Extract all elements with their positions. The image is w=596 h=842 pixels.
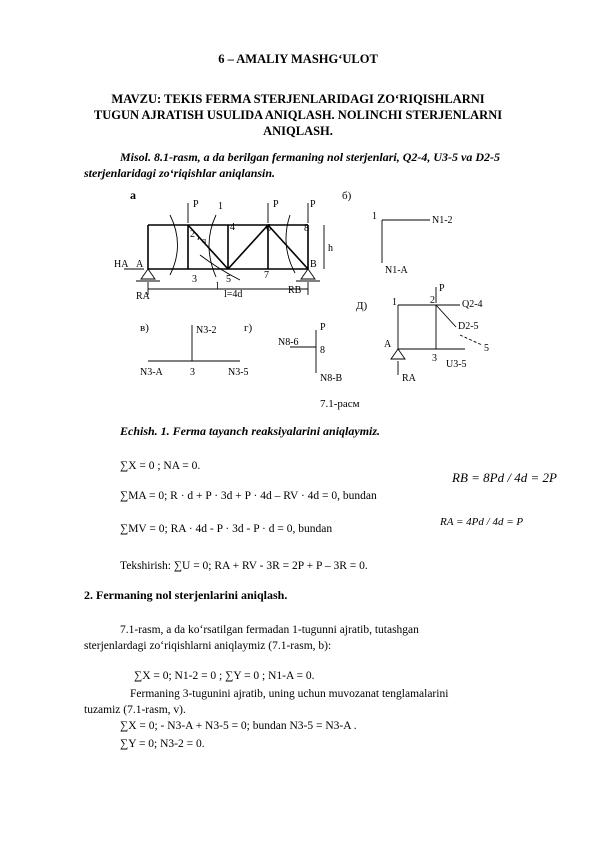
formula-rb: RB = 8Pd / 4d = 2P bbox=[452, 470, 557, 485]
equation-sum-mv: ∑MV = 0; RA · 4d - P · 3d - P · d = 0, bundan bbox=[120, 523, 333, 535]
d-u35: U3-5 bbox=[446, 359, 467, 370]
node-a: A bbox=[136, 259, 144, 270]
d-node-1: 1 bbox=[392, 297, 397, 308]
node-2: 2 bbox=[190, 229, 195, 240]
node-1: 1 bbox=[218, 201, 223, 212]
figure-caption: 7.1-расм bbox=[320, 398, 360, 410]
panel-b-label: б) bbox=[342, 190, 352, 202]
g-p: P bbox=[320, 322, 326, 333]
node-b: B bbox=[310, 259, 317, 270]
d-q24: Q2-4 bbox=[462, 299, 483, 310]
b-node-1: 1 bbox=[372, 211, 377, 222]
load-p-3: P bbox=[310, 199, 316, 210]
topic-line-2: TUGUN AJRATISH USULIDA ANIQLASH. NOLINCHI STERJENLARNI bbox=[93, 108, 503, 122]
truss-figure bbox=[110, 185, 500, 415]
angle-alpha: α bbox=[202, 236, 207, 245]
b-n1a: N1-A bbox=[385, 265, 408, 276]
equation-check: Tekshirish: ∑U = 0; RA + RV - 3R = 2P + P – 3R = 0. bbox=[120, 560, 368, 572]
panel-a-label: а bbox=[130, 188, 136, 202]
panel-g-label: г) bbox=[244, 322, 253, 334]
section-2-para2-line2: tuzamiz (7.1-rasm, v). bbox=[84, 704, 186, 716]
equation-sum-ma: ∑MA = 0; R · d + P · 3d + P · 4d – RV · 4d = 0, bundan bbox=[120, 490, 377, 502]
page-header: 6 – AMALIY MASHG‘ULOT bbox=[218, 52, 378, 66]
d-p: P bbox=[439, 283, 445, 294]
node-5: 5 bbox=[226, 274, 231, 285]
d-node-2: 2 bbox=[430, 295, 435, 306]
node-3: 3 bbox=[192, 274, 197, 285]
section-2-para1-line1: 7.1-rasm, a da ko‘rsatilgan fermadan 1-tugunni ajratib, tutashgan bbox=[120, 624, 419, 636]
load-p-2: P bbox=[273, 199, 279, 210]
dim-h: h bbox=[328, 243, 333, 254]
section-2-title: 2. Fermaning nol sterjenlarini aniqlash. bbox=[84, 588, 288, 602]
equation-node-3-x: ∑X = 0; - N3-A + N3-5 = 0; bundan N3-5 = N3-A . bbox=[120, 720, 357, 732]
v-n32: N3-2 bbox=[196, 325, 217, 336]
v-n3a: N3-A bbox=[140, 367, 163, 378]
d-node-a: A bbox=[384, 339, 392, 350]
b-n12: N1-2 bbox=[432, 215, 453, 226]
dim-l: l bbox=[216, 281, 219, 292]
v-n35: N3-5 bbox=[228, 367, 249, 378]
equation-node-1: ∑X = 0; N1-2 = 0 ; ∑Y = 0 ; N1-A = 0. bbox=[134, 670, 315, 682]
reaction-rb: RB bbox=[288, 285, 302, 296]
node-4: 4 bbox=[230, 222, 235, 233]
g-n86: N8-6 bbox=[278, 337, 299, 348]
panel-v-label: в) bbox=[140, 322, 149, 334]
panel-d-label: Д) bbox=[356, 300, 368, 312]
node-8: 8 bbox=[304, 223, 309, 234]
d-ra: RA bbox=[402, 373, 416, 384]
d-d25: D2-5 bbox=[458, 321, 479, 332]
g-n8b: N8-B bbox=[320, 373, 343, 384]
section-2-para1-line2: sterjenlardagi zo‘riqishlarni aniqlaymiz (7.1-rasm, b): bbox=[84, 640, 332, 652]
formula-ra: RA = 4Pd / 4d = P bbox=[440, 516, 524, 528]
equation-sum-x: ∑X = 0 ; NA = 0. bbox=[120, 460, 201, 472]
reaction-ra: RA bbox=[136, 291, 150, 302]
node-6: 6 bbox=[266, 223, 271, 234]
dim-l-4d: l=4d bbox=[224, 289, 243, 300]
d-node-3: 3 bbox=[432, 353, 437, 364]
topic-line-1: MAVZU: TEKIS FERMA STERJENLARIDAGI ZO‘RIQISHLARNI bbox=[111, 92, 485, 106]
load-p-1: P bbox=[193, 199, 199, 210]
solution-step-1: Echish. 1. Ferma tayanch reaksiyalarini aniqlaymiz. bbox=[120, 424, 381, 438]
equation-node-3-y: ∑Y = 0; N3-2 = 0. bbox=[120, 738, 205, 750]
reaction-ha: HA bbox=[114, 259, 129, 270]
g-node-8: 8 bbox=[320, 345, 325, 356]
example-line-2: sterjenlaridagi zo‘riqishlar aniqlansin. bbox=[84, 166, 276, 180]
node-7: 7 bbox=[264, 270, 269, 281]
example-line-1: Misol. 8.1-rasm, a da berilgan fermaning nol sterjenlari, Q2-4, U3-5 va D2-5 bbox=[120, 150, 501, 164]
v-node-3: 3 bbox=[190, 367, 195, 378]
d-node-5: 5 bbox=[484, 343, 489, 354]
section-2-para2-line1: Fermaning 3-tugunini ajratib, uning uchun muvozanat tenglamalarini bbox=[130, 688, 449, 700]
topic-line-3: ANIQLASH. bbox=[263, 124, 333, 138]
